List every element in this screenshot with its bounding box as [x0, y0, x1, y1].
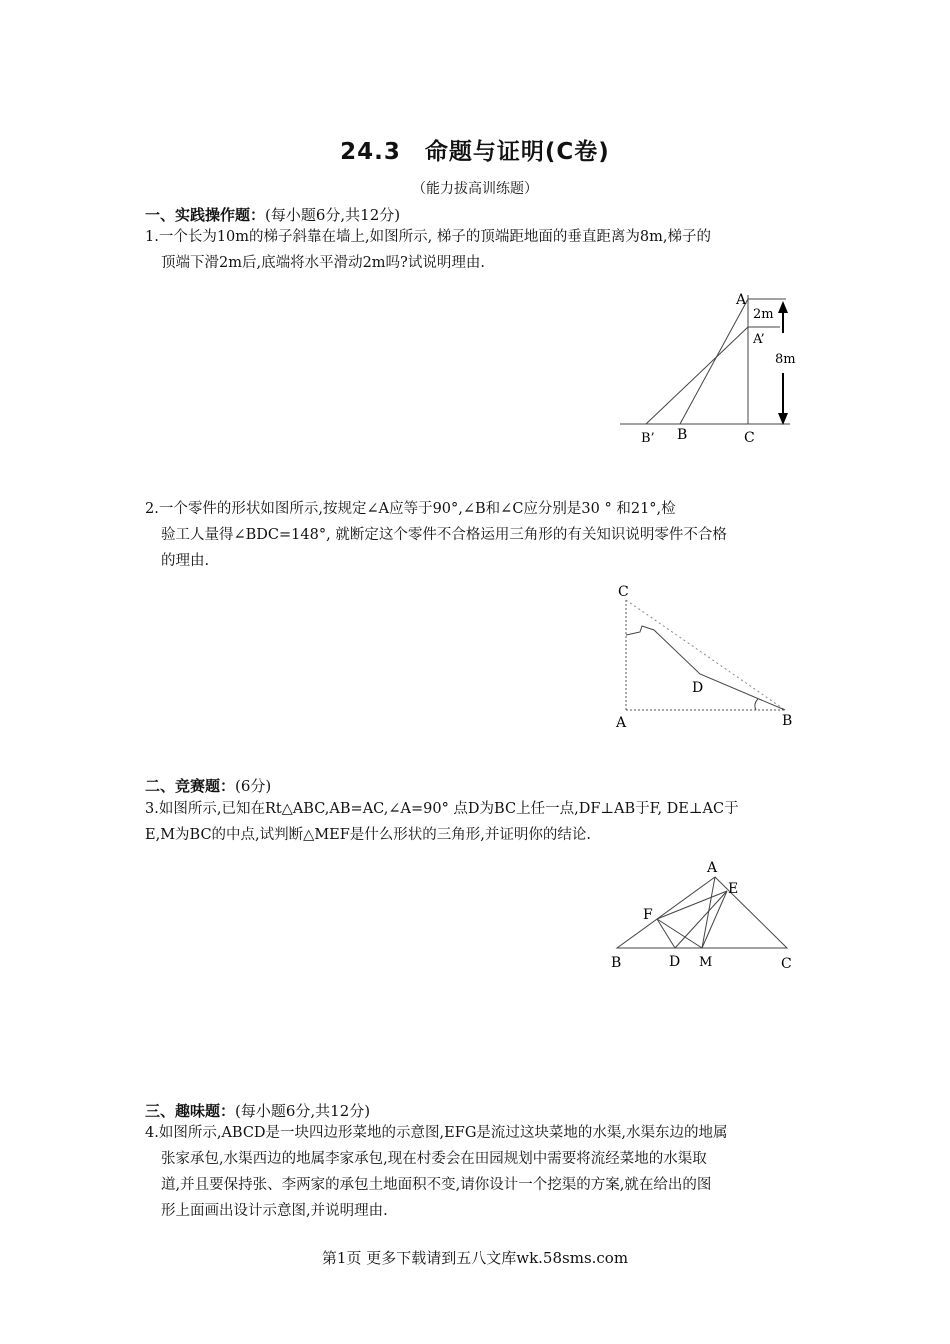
label-8m: 8m	[775, 352, 796, 367]
label-A-prime: A’	[753, 332, 765, 347]
figure-ladder	[620, 285, 810, 450]
dotted-CB	[626, 600, 785, 710]
arrow-down-head	[778, 413, 788, 425]
segment-FD	[657, 919, 675, 948]
problem-2	[145, 496, 810, 574]
label-D: D	[669, 954, 681, 970]
label-B: B	[782, 713, 793, 729]
label-A: A	[616, 715, 627, 730]
problem-3-line-2: E,M为BC的中点,试判断△MEF是什么形状的三角形,并证明你的结论.	[145, 827, 592, 843]
section-2-title: 二、竞赛题：	[145, 777, 236, 795]
problem-3-line-1: 3.如图所示,已知在Rt△ABC,AB=AC,∠A=90° 点D为BC上任一点,DF⊥AB于F, DE⊥AC于	[145, 801, 739, 817]
arrow-up-head	[778, 301, 788, 313]
label-C: C	[744, 430, 755, 446]
page-title: 24.3 命题与证明(C卷)	[340, 139, 610, 165]
broken-line-CDB	[626, 626, 785, 710]
label-B-prime: B’	[641, 431, 655, 446]
segment-DE	[675, 891, 727, 948]
problem-1	[145, 224, 810, 276]
problem-1-line-1: 1.一个长为10m的梯子斜靠在墙上,如图所示, 梯子的顶端距地面的垂直距离为8m,梯子的	[145, 229, 711, 245]
problem-4-line-3: 道,并且要保持张、李两家的承包土地面积不变,请你设计一个挖渠的方案,就在给出的图	[161, 1177, 712, 1193]
ladder-slid	[646, 327, 748, 424]
ladder-original	[680, 299, 748, 424]
problem-1-line-2: 顶端下滑2m后,底端将水平滑动2m吗?试说明理由.	[161, 255, 485, 271]
problem-2-line-1: 2.一个零件的形状如图所示,按规定∠A应等于90°,∠B和∠C应分别是30 ° 和21°,检	[145, 501, 676, 517]
section-3-title: 三、趣味题：	[145, 1102, 236, 1120]
section-1-title: 一、实践操作题：	[145, 206, 266, 224]
label-F: F	[643, 907, 653, 923]
figure-part	[610, 580, 800, 730]
section-2-note: (6分)	[235, 777, 272, 795]
section-1-heading	[145, 204, 400, 225]
label-E: E	[728, 881, 739, 897]
section-1-note: (每小题6分,共12分)	[265, 206, 401, 224]
problem-4-line-2: 张家承包,水渠西边的地属李家承包,现在村委会在田园规划中需要将流经菜地的水渠取	[161, 1151, 707, 1167]
angle-B-arc	[755, 699, 758, 710]
section-3-heading	[145, 1100, 370, 1121]
label-M: M	[699, 955, 713, 970]
label-D: D	[692, 680, 704, 696]
page-subtitle: （能力拔高训练题）	[412, 181, 538, 197]
label-B: B	[677, 427, 688, 443]
problem-3	[145, 796, 810, 848]
problem-4-line-1: 4.如图所示,ABCD是一块四边形菜地的示意图,EFG是流过这块菜地的水渠,水渠东边的地属	[145, 1125, 728, 1141]
segment-AM	[702, 877, 715, 948]
label-A: A	[736, 292, 747, 308]
problem-2-line-3: 的理由.	[161, 553, 210, 569]
problem-2-line-2: 验工人量得∠BDC=148°, 就断定这个零件不合格运用三角形的有关知识说明零件不合格	[161, 527, 727, 543]
problem-4	[145, 1120, 810, 1224]
page-footer: 第1页 更多下载请到五八文库wk.58sms.com	[321, 1249, 629, 1267]
figure-triangle	[605, 855, 800, 975]
problem-4-line-4: 形上面画出设计示意图,并说明理由.	[161, 1203, 388, 1219]
label-A: A	[707, 860, 718, 876]
label-C: C	[618, 584, 629, 600]
section-3-note: (每小题6分,共12分)	[235, 1102, 371, 1120]
label-C: C	[781, 956, 792, 972]
section-2-heading	[145, 775, 271, 796]
label-2m: 2m	[753, 307, 774, 322]
label-B: B	[611, 955, 622, 971]
